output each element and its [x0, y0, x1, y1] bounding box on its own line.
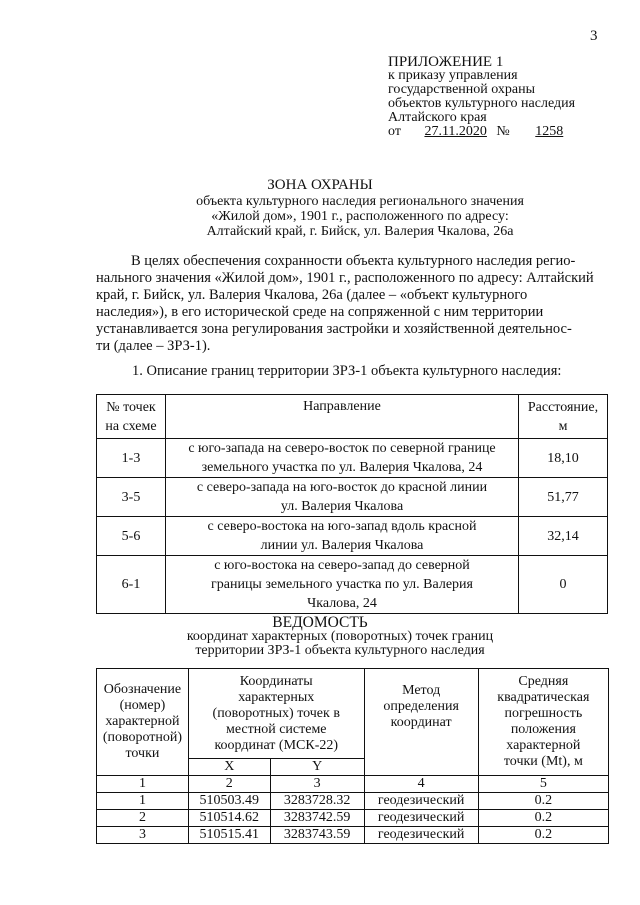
- paragraph-line: наследия»), в его исторической среде на сопряженной с ним территории: [96, 304, 544, 320]
- cell-error: 0.2: [478, 793, 608, 810]
- date-prefix: от: [388, 124, 401, 139]
- coordinates-table: [96, 668, 609, 844]
- cell-points: 3-5: [97, 478, 166, 517]
- header-text: точки: [125, 746, 160, 761]
- header-text: квадратическая: [497, 690, 590, 705]
- header-text: определения: [383, 699, 459, 714]
- column-number: 5: [478, 776, 608, 793]
- cell-method: геодезический: [364, 827, 478, 844]
- header-text: погрешность: [504, 706, 583, 721]
- header-text: Метод: [402, 683, 441, 698]
- cell-x: 510515.41: [188, 827, 270, 844]
- cell-direction: [166, 556, 519, 614]
- header-text: м: [558, 418, 568, 434]
- cell-text: земельного участка по ул. Валерия Чкалова, 24: [201, 460, 483, 475]
- header-text: на схеме: [105, 418, 157, 434]
- cell-distance: 51,77: [519, 478, 608, 517]
- zone-subtitle-line: Алтайский край, г. Бийск, ул. Валерия Чкалова, 26а: [206, 224, 514, 239]
- header-text: положения: [510, 722, 576, 737]
- appendix-line: Алтайского края: [388, 110, 487, 125]
- cell-y: 3283742.59: [270, 810, 364, 827]
- header-distance: [519, 395, 608, 439]
- paragraph-line: ти (далее – ЗРЗ-1).: [96, 338, 211, 354]
- vedomost-subtitle: [150, 630, 530, 658]
- boundary-table: [96, 394, 608, 614]
- cell-text: ул. Валерия Чкалова: [280, 499, 404, 514]
- cell-error: 0.2: [478, 810, 608, 827]
- table-row: [97, 439, 608, 478]
- cell-method: геодезический: [364, 793, 478, 810]
- cell-direction: [166, 439, 519, 478]
- header-text: Координаты: [239, 673, 313, 689]
- header-text: Средняя: [518, 674, 569, 689]
- appendix-block: [388, 55, 628, 139]
- header-text: характерных: [238, 689, 315, 705]
- header-x: X: [188, 759, 270, 776]
- zone-subtitle: [100, 194, 620, 239]
- header-coordinates: [188, 669, 364, 759]
- vedomost-title: ВЕДОМОСТЬ: [272, 614, 368, 631]
- table-row: [97, 556, 608, 614]
- cell-point: 2: [97, 810, 189, 827]
- table-row: [97, 810, 609, 827]
- cell-distance: 18,10: [519, 439, 608, 478]
- header-text: координат (МСК-22): [214, 737, 339, 753]
- header-error: [478, 669, 608, 776]
- header-designation: [97, 669, 189, 776]
- appendix-line: объектов культурного наследия: [388, 96, 576, 111]
- numbering-row: [97, 776, 609, 793]
- cell-error: 0.2: [478, 827, 608, 844]
- column-number: 1: [97, 776, 189, 793]
- paragraph-line: нального значения «Жилой дом», 1901 г., расположенного по адресу: Алтайский: [96, 270, 594, 286]
- cell-points: 5-6: [97, 517, 166, 556]
- header-text: (поворотных) точек в: [212, 705, 340, 721]
- appendix-title: ПРИЛОЖЕНИЕ 1: [388, 54, 504, 70]
- header-text: № точек: [106, 399, 156, 415]
- cell-direction: [166, 517, 519, 556]
- header-text: Обозначение: [103, 682, 182, 697]
- header-text: координат: [390, 715, 452, 730]
- header-y: Y: [270, 759, 364, 776]
- header-text: (номер): [119, 698, 166, 713]
- cell-text: с юго-востока на северо-запад до северной: [214, 558, 470, 573]
- paragraph-line: В целях обеспечения сохранности объекта культурного наследия регио-: [131, 253, 576, 269]
- cell-points: 1-3: [97, 439, 166, 478]
- column-number: 4: [364, 776, 478, 793]
- appendix-line: государственной охраны: [388, 82, 536, 97]
- cell-text: линии ул. Валерия Чкалова: [260, 538, 424, 553]
- header-text: местной системе: [225, 721, 327, 737]
- order-number: 1258: [535, 124, 564, 139]
- cell-x: 510514.62: [188, 810, 270, 827]
- cell-y: 3283743.59: [270, 827, 364, 844]
- paragraph-line: устанавливается зона регулирования застройки и хозяйственной деятельнос-: [96, 321, 572, 337]
- zone-subtitle-line: объекта культурного наследия регионального значения: [196, 194, 524, 209]
- cell-text: с юго-запада на северо-восток по северной границе: [188, 441, 496, 456]
- table-header-row: [97, 395, 608, 439]
- header-text: характерной: [506, 738, 581, 753]
- appendix-line: к приказу управления: [388, 68, 518, 83]
- order-date: 27.11.2020: [424, 124, 487, 139]
- cell-y: 3283728.32: [270, 793, 364, 810]
- cell-method: геодезический: [364, 810, 478, 827]
- cell-points: 6-1: [97, 556, 166, 614]
- paragraph-line: край, г. Бийск, ул. Валерия Чкалова, 26а (далее – «объект культурного: [96, 287, 528, 303]
- header-text: точки (Mt), м: [503, 754, 583, 769]
- table-row: [97, 478, 608, 517]
- header-text: характерной: [105, 714, 180, 729]
- column-number: 3: [270, 776, 364, 793]
- cell-text: с северо-востока на юго-запад вдоль красной: [207, 519, 477, 534]
- cell-point: 3: [97, 827, 189, 844]
- header-method: [364, 669, 478, 776]
- section-heading: 1. Описание границ территории ЗРЗ-1 объекта культурного наследия:: [132, 363, 562, 379]
- header-text: Расстояние,: [527, 399, 599, 415]
- cell-distance: 32,14: [519, 517, 608, 556]
- zone-subtitle-line: «Жилой дом», 1901 г., расположенного по адресу:: [211, 209, 509, 224]
- header-direction: Направление: [166, 395, 519, 439]
- zone-title: ЗОНА ОХРАНЫ: [267, 177, 373, 193]
- cell-x: 510503.49: [188, 793, 270, 810]
- cell-direction: [166, 478, 519, 517]
- page-number: 3: [590, 28, 598, 44]
- table-header-row: [97, 669, 609, 759]
- cell-point: 1: [97, 793, 189, 810]
- header-text: (поворотной): [102, 730, 183, 745]
- appendix-date-line: [388, 125, 628, 139]
- cell-text: с северо-запада на юго-восток до красной линии: [196, 480, 488, 495]
- vedomost-subtitle-line: территории ЗРЗ-1 объекта культурного наследия: [195, 643, 485, 658]
- table-row: [97, 827, 609, 844]
- table-row: [97, 517, 608, 556]
- table-row: [97, 793, 609, 810]
- cell-text: Чкалова, 24: [307, 596, 377, 611]
- intro-paragraph: [96, 253, 600, 355]
- column-number: 2: [188, 776, 270, 793]
- cell-distance: 0: [519, 556, 608, 614]
- cell-text: границы земельного участка по ул. Валерия: [211, 577, 473, 592]
- header-points: [97, 395, 166, 439]
- vedomost-subtitle-line: координат характерных (поворотных) точек границ: [186, 629, 494, 644]
- number-prefix: №: [496, 124, 510, 139]
